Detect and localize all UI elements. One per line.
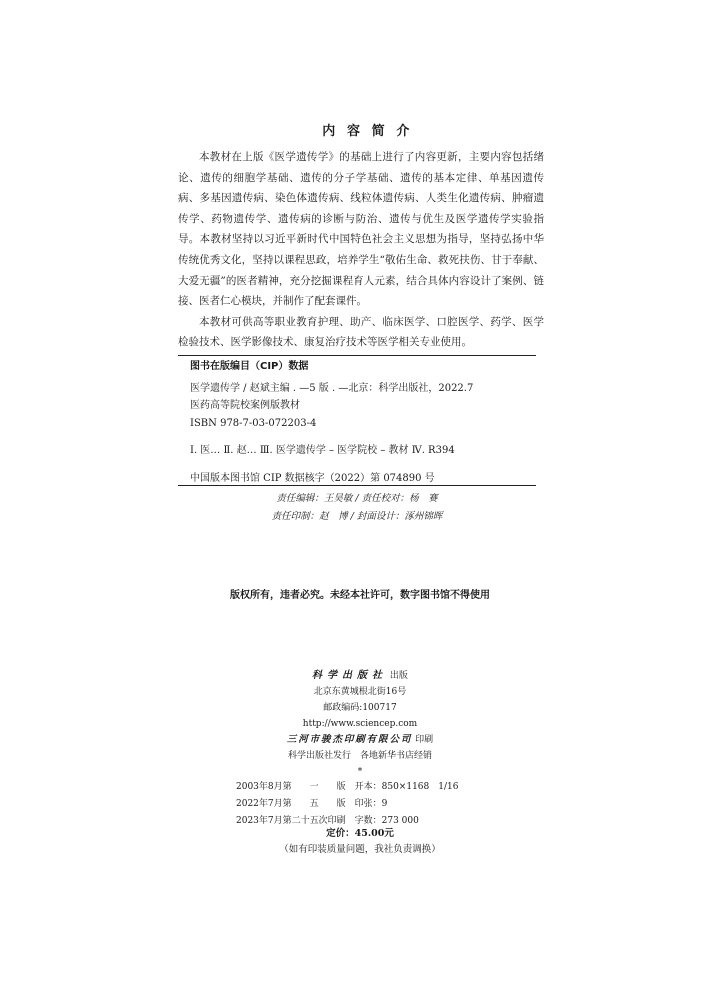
distribution-line: 科学出版社发行 各地新华书店经销 <box>287 751 432 761</box>
printer-name: 三河市骏杰印刷有限公司 <box>286 734 413 745</box>
price-line <box>0 826 720 842</box>
publisher-postcode: 邮政编码:100717 <box>323 703 397 713</box>
cip-number: 中国版本图书馆 CIP 数据核字（2022）第 074890 号 <box>190 472 435 484</box>
cip-bottom-rule <box>178 485 536 486</box>
cip-classification: Ⅰ. 医… Ⅱ. 赵… Ⅲ. 医学遗传学 – 医学院校 – 教材 Ⅳ. R394 <box>190 445 455 456</box>
publisher-url: http://www.sciencep.com <box>302 719 418 729</box>
price-label: 定价： <box>326 828 355 839</box>
edition-line-3: 2023年7月第二十五次印刷 字数：273 000 <box>236 816 419 826</box>
edition-line-2: 2022年7月第 五 版 印张：9 <box>236 799 388 809</box>
printer-action: 印刷 <box>415 735 434 745</box>
summary-paragraph-1: 本教材在上版《医学遗传学》的基础上进行了内容更新，主要内容包括绪论、遗传的细胞学基础、遗传的分子学基础、遗传的基本定律、单基因遗传病、多基因遗传病、染色体遗传病、线粒体遗传病、人类生化遗传病、肿瘤遗传学、药物遗传学、遗传病的诊断与防治、遗传与优生及医学遗传学实验指导。本教材坚持以习近平新时代中国特色社会主义思想为指导，坚持弘扬中华传统优秀文化，坚持以课程思政，培养学生“敬佑生命、救死扶伤、甘于奉献、大爱无疆”的医者精神，充分挖掘课程育人元素，结合具体内容设计了案例、链接、医者仁心模块，并制作了配套课件。 <box>178 151 544 308</box>
publisher-address: 北京东黄城根北街16号 <box>313 687 407 697</box>
price-note: （如有印装质量问题，我社负责调换） <box>279 844 441 855</box>
editors-line-2: 责任印制：赵 博 / 封面设计：涿州锦晖 <box>271 511 443 522</box>
summary-title: 内容简介 <box>322 124 422 139</box>
edition-line-1: 2003年8月第 一 版 开本：850×1168 1/16 <box>236 782 459 792</box>
publisher-line <box>0 668 720 684</box>
cip-heading: 图书在版编目（CIP）数据 <box>190 361 309 372</box>
summary-paragraph-2: 本教材可供高等职业教育护理、助产、临床医学、口腔医学、药学、医学检验技术、医学影像技术、康复治疗技术等医学相关专业使用。 <box>178 315 544 349</box>
price-value: 45.00元 <box>354 828 394 839</box>
cip-top-rule <box>178 355 536 356</box>
editors-block <box>178 490 536 526</box>
copyright-notice: 版权所有，违者必究。未经本社许可，数字图书馆不得使用 <box>230 590 490 601</box>
summary-body <box>178 147 544 353</box>
publisher-name: 科学出版社 <box>312 670 388 681</box>
printer-line <box>0 732 720 748</box>
cip-block <box>190 358 536 487</box>
edition-info <box>236 779 458 830</box>
cip-series-line: 医药高等院校案例版教材 <box>190 400 300 411</box>
publisher-action: 出版 <box>389 671 408 681</box>
cip-isbn: ISBN 978-7-03-072203-4 <box>190 417 317 429</box>
price-block <box>0 826 720 858</box>
editors-line-1: 责任编辑：王昊敏 / 责任校对：杨 赛 <box>276 493 438 504</box>
cip-title-line: 医学遗传学 / 赵斌主编 . —5 版 . —北京：科学出版社，2022.7 <box>190 382 474 394</box>
separator-asterisk: * <box>357 767 363 777</box>
publisher-block <box>0 668 720 780</box>
